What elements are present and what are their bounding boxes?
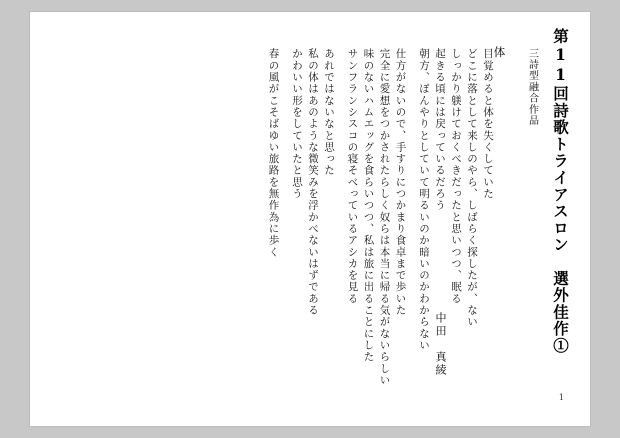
poem-line: あれではないなと思った [323,48,335,177]
poem-line: かわいい形をしていたと思う [291,48,303,200]
document-subtitle: 三詩型融合作品 [526,48,538,127]
poem-line: 完全に愛想をつかされたらしく奴らは本当に帰る気がないらしい [378,48,391,386]
poem-line: 春の風がこそばゆい旅路を無作為に歩く [267,48,280,258]
poem-line: 目覚めると体を失くしていた [482,48,494,200]
poem-line: サンフランシスコの寝そべっているアシカを見る [346,48,359,305]
poem-line: 仕方がないので、手すりにつかまり食卓まで歩いた [394,48,407,316]
page-number: 1 [558,393,564,402]
poem-line: 朝方、ぼんやりとしていて明るいのか暗いのかわからない [418,48,430,351]
document-title: 第11回詩歌トライアスロン 選外佳作① [551,28,570,355]
poem-line: 味のないハムエッグを食らいつつ、私は旅に出ることにした [362,48,375,363]
vertical-text-body [30,12,590,426]
poem-line: 起きる頃には戻っているだろう [434,48,446,212]
author-name: 中田 真綾 [434,312,447,377]
poem-line: どこに落として来しのやら、しばらく探したが、ない [466,48,478,328]
poem-title: 体 [492,46,507,59]
poem-line: 私の体はあのような微笑みを浮かべないはずである [307,48,319,316]
document-page [30,12,590,426]
poem-lines [263,48,494,386]
poem-line: しっかり躾けておくべきだったと思いつつ、眠る [450,48,462,305]
